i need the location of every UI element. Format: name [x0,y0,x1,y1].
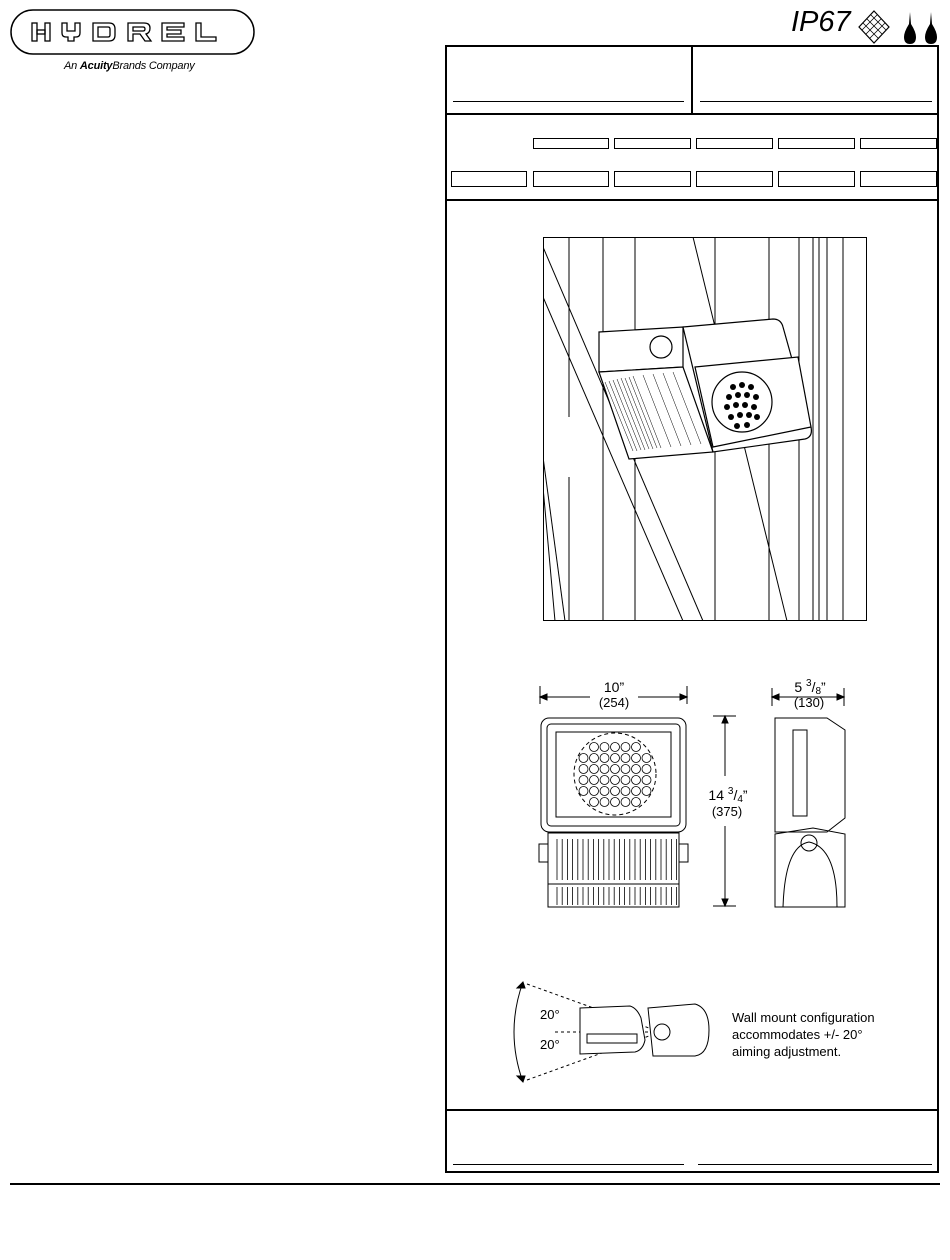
led-icon [621,787,630,796]
led-icon [632,798,641,807]
depth-dimension: 5 $^3/_8$” [794,678,826,697]
width-dimension: 10” [603,679,625,695]
led-icon [600,787,609,796]
led-icon [632,776,641,785]
led-icon [579,776,588,785]
ordering-cell [860,171,937,187]
led-icon [611,765,620,774]
aim-angle-up: 20° [540,1007,560,1022]
led-icon [632,787,641,796]
led-icon [611,787,620,796]
led-icon [579,787,588,796]
ordering-cell [696,171,773,187]
footer-field-line [698,1164,932,1165]
width-dimension-mm: (254) [598,695,630,710]
hydrel-logo [10,9,255,55]
height-dimension: 14 $^3/_4$” [708,786,748,805]
led-icon [642,776,651,785]
ordering-cell [614,171,691,187]
aiming-note-line: aiming adjustment. [732,1044,842,1059]
led-icon [590,776,599,785]
led-icon [611,754,620,763]
panel-divider [445,113,939,115]
ordering-cell [778,138,855,149]
led-icon [621,754,630,763]
panel-divider [445,1109,939,1111]
footer-field-line [453,1164,684,1165]
ordering-cell [696,138,773,149]
led-icon [600,776,609,785]
project-field-line [453,101,684,102]
led-icon [632,743,641,752]
height-dimension-mm: (375) [711,804,743,819]
led-icon [590,787,599,796]
brand-tagline: An AcuityBrands Company [64,60,195,72]
led-icon [632,754,641,763]
led-icon [611,743,620,752]
footer-rule [10,1183,940,1185]
aiming-note-line: accommodates +/- 20° [732,1027,863,1042]
panel-divider [691,46,693,114]
aiming-note-line: Wall mount configuration [732,1010,875,1025]
aim-angle-down: 20° [540,1037,560,1052]
led-icon [590,743,599,752]
led-icon [600,743,609,752]
aiming-note [732,1009,932,1060]
ordering-cell [533,171,609,187]
ordering-cell [533,138,609,149]
led-icon [642,765,651,774]
ordering-cell [614,138,691,149]
water-drop-icon [904,12,916,44]
led-icon [611,798,620,807]
panel-divider [445,199,939,201]
depth-dimension-mm: (130) [793,695,825,710]
led-icon [621,765,630,774]
side-view-drawing [765,676,855,911]
led-icon [600,754,609,763]
ordering-cell [451,171,527,187]
water-drop-icon [925,12,937,44]
led-icon [642,787,651,796]
led-icon [600,798,609,807]
ip-rating-icons [857,10,945,46]
led-icon [600,765,609,774]
led-icon [579,765,588,774]
led-icon [621,798,630,807]
type-field-line [700,101,932,102]
ordering-cell [778,171,855,187]
ordering-cell [860,138,937,149]
aiming-diagram [505,978,730,1086]
led-icon [590,798,599,807]
led-icon [590,754,599,763]
led-icon [621,776,630,785]
product-illustration [543,237,867,621]
led-icon [642,754,651,763]
led-icon [611,776,620,785]
led-icon [621,743,630,752]
dust-tight-icon [859,11,889,43]
led-icon [579,754,588,763]
led-icon [632,765,641,774]
ip-rating: IP67 [791,6,851,38]
led-icon [590,765,599,774]
